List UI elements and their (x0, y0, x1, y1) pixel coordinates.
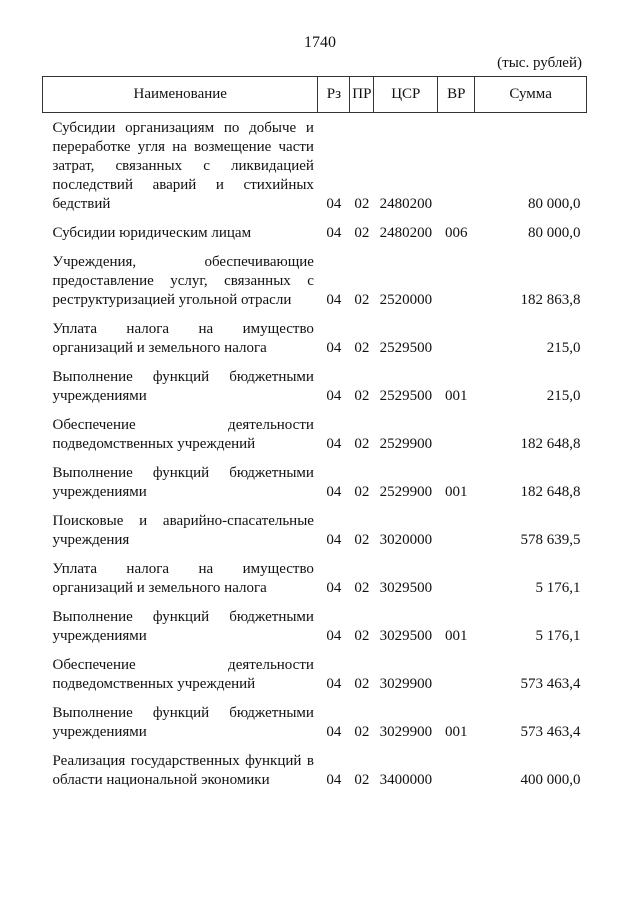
cell-vr (438, 416, 475, 464)
cell-sum: 578 639,5 (520, 532, 581, 548)
cell-name: Субсидии юридическим лицам (52, 225, 252, 241)
table-row (43, 512, 587, 560)
page-number: 1740 (304, 34, 336, 51)
cell-rz: 04 (326, 724, 342, 740)
units-label: (тыс. рублей) (497, 55, 582, 71)
cell-csr: 3029900 (379, 676, 433, 692)
cell-csr: 2480200 (379, 196, 433, 212)
cell-name: Выполнение функций бюджетными учреждениями (52, 369, 314, 404)
cell-sum: 182 648,8 (520, 484, 581, 500)
cell-rz: 04 (326, 340, 342, 356)
cell-sum: 400 000,0 (520, 772, 581, 788)
table-row (43, 224, 587, 253)
cell-vr: 001 (445, 628, 468, 644)
header-csr: ЦСР (374, 77, 438, 113)
cell-vr (438, 113, 475, 225)
cell-rz: 04 (326, 772, 342, 788)
table-row (43, 656, 587, 704)
cell-name: Выполнение функций бюджетными учреждениями (52, 465, 314, 500)
cell-vr (438, 656, 475, 704)
cell-pr: 02 (354, 724, 370, 740)
cell-csr: 3029500 (379, 628, 433, 644)
cell-pr: 02 (354, 292, 370, 308)
cell-csr: 3400000 (379, 772, 433, 788)
table-row (43, 560, 587, 608)
cell-pr: 02 (354, 436, 370, 452)
header-name: Наименование (43, 77, 318, 113)
cell-sum: 215,0 (546, 340, 581, 356)
cell-csr: 2520000 (379, 292, 433, 308)
cell-csr: 2529900 (379, 484, 433, 500)
cell-csr: 3020000 (379, 532, 433, 548)
cell-name: Выполнение функций бюджетными учреждениями (52, 609, 314, 644)
table-row (43, 253, 587, 320)
table-row (43, 464, 587, 512)
cell-name: Уплата налога на имущество организаций и земельного налога (52, 561, 314, 596)
table-row (43, 320, 587, 368)
cell-name: Уплата налога на имущество организаций и земельного налога (52, 321, 314, 356)
cell-rz: 04 (326, 292, 342, 308)
cell-sum: 80 000,0 (528, 196, 581, 212)
cell-pr: 02 (354, 484, 370, 500)
cell-name: Реализация государственных функций в области национальной экономики (52, 753, 314, 788)
cell-sum: 215,0 (546, 388, 581, 404)
cell-rz: 04 (326, 196, 342, 212)
cell-name: Учреждения, обеспечивающие предоставление услуг, связанных с реструктуризацией угольной отрасли (52, 254, 314, 308)
cell-name: Обеспечение деятельности подведомственных учреждений (52, 417, 314, 452)
cell-csr: 2529500 (379, 388, 433, 404)
cell-rz: 04 (326, 676, 342, 692)
cell-sum: 573 463,4 (520, 724, 581, 740)
cell-pr: 02 (354, 676, 370, 692)
header-rz: Рз (318, 77, 350, 113)
cell-csr: 3029900 (379, 724, 433, 740)
cell-rz: 04 (326, 628, 342, 644)
cell-sum: 182 648,8 (520, 436, 581, 452)
table-header (43, 77, 587, 113)
cell-vr (438, 320, 475, 368)
cell-csr: 3029500 (379, 580, 433, 596)
cell-name: Обеспечение деятельности подведомственных учреждений (52, 657, 314, 692)
cell-name: Субсидии организациям по добыче и переработке угля на возмещение части затрат, связанных с ликвидацией последствий аварий и стихийных бедствий (52, 120, 314, 212)
cell-rz: 04 (326, 580, 342, 596)
cell-pr: 02 (354, 388, 370, 404)
table-row (43, 608, 587, 656)
cell-vr (438, 560, 475, 608)
cell-pr: 02 (354, 628, 370, 644)
cell-pr: 02 (354, 580, 370, 596)
cell-sum: 573 463,4 (520, 676, 581, 692)
cell-rz: 04 (326, 532, 342, 548)
table-row (43, 704, 587, 752)
cell-rz: 04 (326, 388, 342, 404)
cell-pr: 02 (354, 340, 370, 356)
table-row (43, 368, 587, 416)
table-row (43, 113, 587, 225)
cell-csr: 2529500 (379, 340, 433, 356)
cell-vr (438, 512, 475, 560)
cell-name: Поисковые и аварийно-спасательные учреждения (52, 513, 314, 548)
cell-pr: 02 (354, 532, 370, 548)
cell-csr: 2529900 (379, 436, 433, 452)
cell-pr: 02 (354, 196, 370, 212)
cell-vr: 001 (445, 388, 468, 404)
header-pr: ПР (350, 77, 374, 113)
budget-table (42, 76, 587, 800)
cell-sum: 5 176,1 (535, 628, 581, 644)
cell-rz: 04 (326, 225, 342, 241)
cell-vr: 006 (445, 225, 468, 241)
cell-vr: 001 (445, 484, 468, 500)
cell-rz: 04 (326, 436, 342, 452)
table-row (43, 416, 587, 464)
table-row (43, 752, 587, 800)
cell-vr (438, 253, 475, 320)
cell-name: Выполнение функций бюджетными учреждениями (52, 705, 314, 740)
cell-vr: 001 (445, 724, 468, 740)
cell-sum: 80 000,0 (528, 225, 581, 241)
cell-sum: 182 863,8 (520, 292, 581, 308)
cell-sum: 5 176,1 (535, 580, 581, 596)
cell-vr (438, 752, 475, 800)
cell-pr: 02 (354, 225, 370, 241)
cell-pr: 02 (354, 772, 370, 788)
cell-rz: 04 (326, 484, 342, 500)
cell-csr: 2480200 (379, 225, 433, 241)
header-sum: Сумма (475, 77, 587, 113)
header-vr: ВР (438, 77, 475, 113)
